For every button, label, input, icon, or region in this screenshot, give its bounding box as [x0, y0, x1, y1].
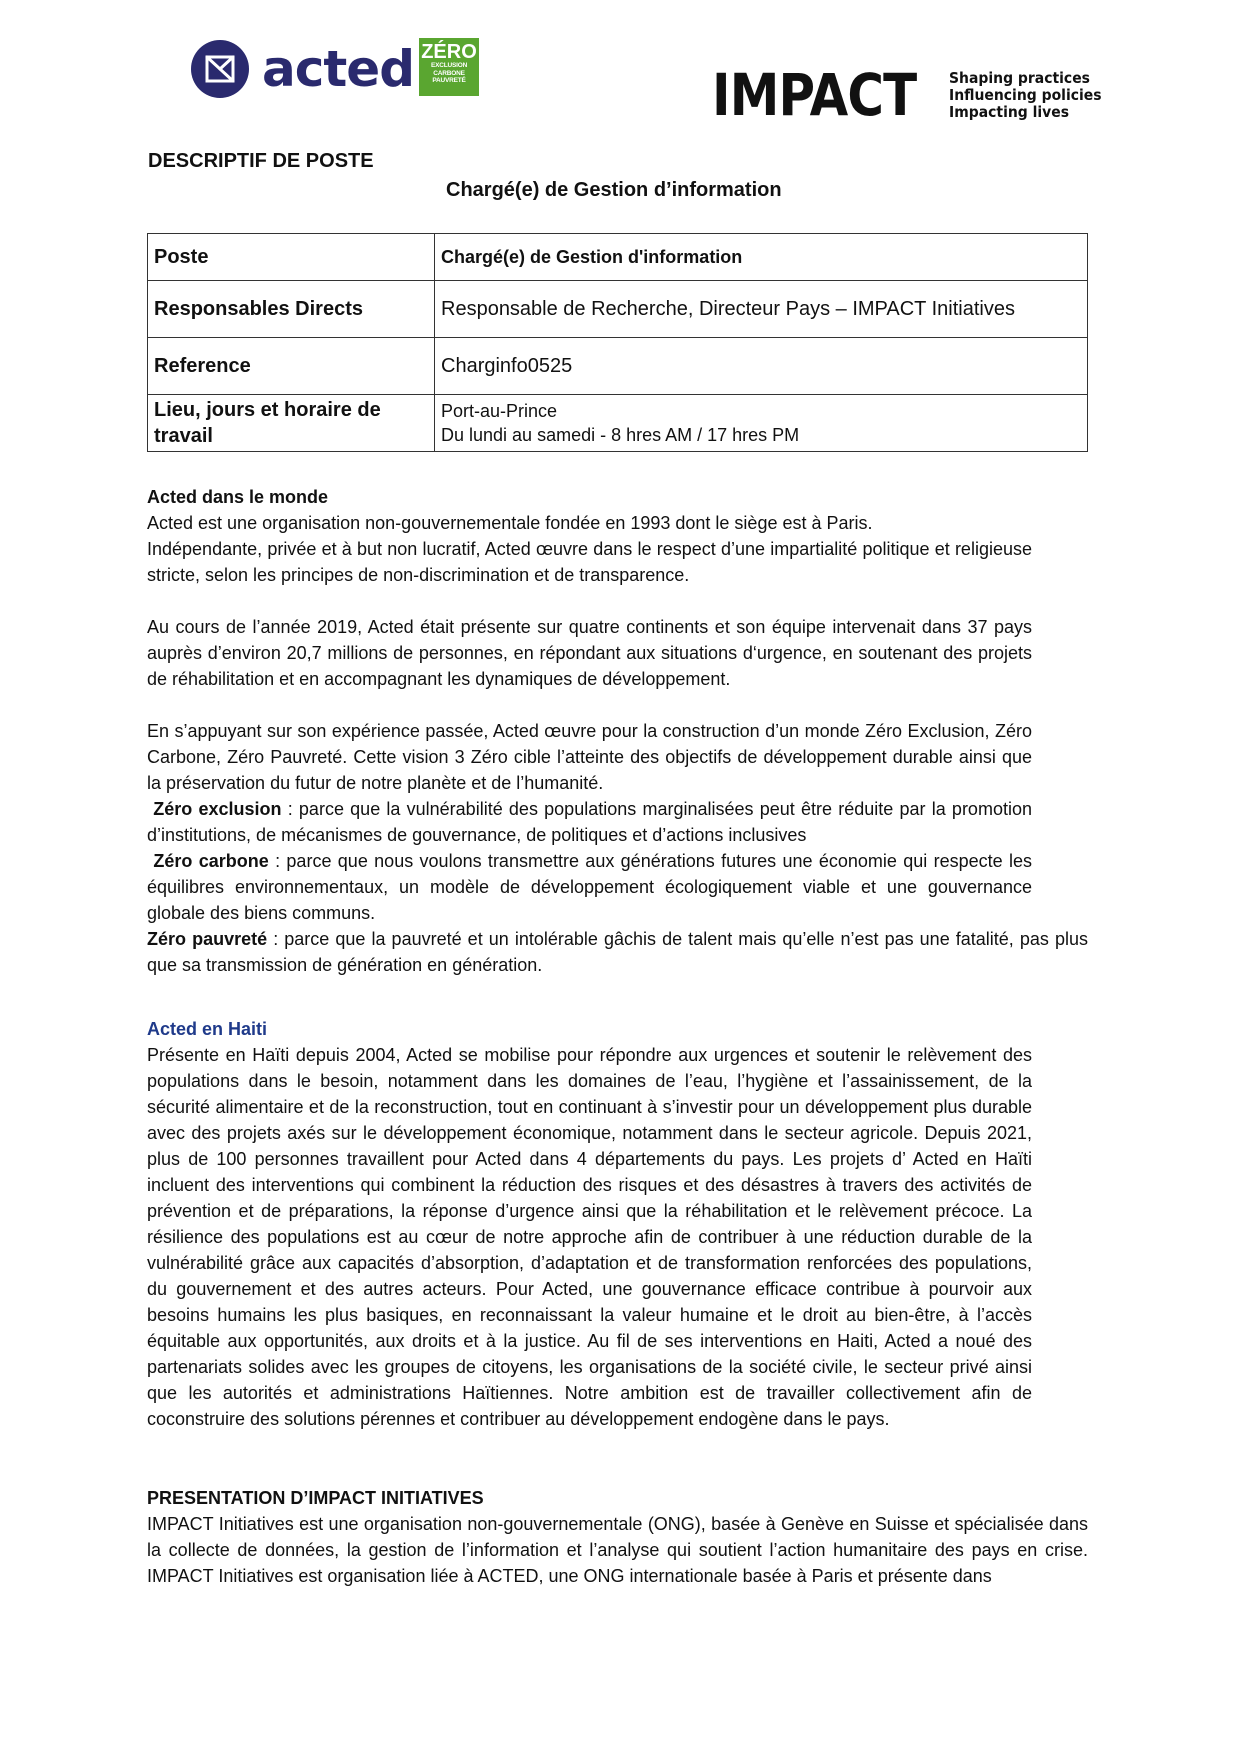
table-value-lieu: [435, 395, 1088, 452]
table-row: [148, 281, 1088, 338]
impact-tagline-line: Influencing policies: [949, 85, 1102, 104]
zero-exclusion-label: Zéro exclusion: [153, 799, 282, 819]
table-label-lieu: Lieu, jours et horaire de travail: [148, 395, 435, 452]
table-value-lieu-hours: Du lundi au samedi - 8 hres AM / 17 hres PM: [441, 425, 800, 445]
zero-logo: [419, 38, 479, 96]
zero-logo-title: ZÉRO: [421, 41, 477, 63]
document-title: Chargé(e) de Gestion d’information: [446, 179, 782, 201]
table-value-reference: Charginfo0525: [435, 338, 1088, 395]
job-info-table: [147, 233, 1088, 452]
paragraph: Indépendante, privée et à but non lucratif, Acted œuvre dans le respect d’une impartialité politique et religieuse stricte, selon les principes de non-discrimination et de transparence.: [147, 539, 1032, 585]
zero-pauvrete-text: : parce que la pauvreté et un intolérable gâchis de talent mais qu’elle n’est pas une fatalité, pas plus que sa transmission de génération en génération.: [147, 929, 1088, 975]
section-acted-monde: [147, 484, 1088, 978]
section-impact-initiatives: [147, 1485, 1088, 1589]
table-value-lieu-place: Port-au-Prince: [441, 401, 558, 421]
table-value-poste: Chargé(e) de Gestion d'information: [435, 234, 1088, 281]
zero-carbone-label: Zéro carbone: [153, 851, 269, 871]
document-type-heading: DESCRIPTIF DE POSTE: [148, 150, 374, 172]
paragraph: Présente en Haïti depuis 2004, Acted se mobilise pour répondre aux urgences et soutenir le relèvement des populations dans le besoin, notamment dans les domaines de l’eau, l’hygiène et l’assainissement, de la sécurité alimentaire et de la reconstruction, tout en continuant à s’investir pour un développement plus durable avec des projets axés sur le développement économique, notamment dans le secteur agricole. Depuis 2021, plus de 100 personnes travaillent pour Acted dans 4 départements du pays. Les projets d’ Acted en Haïti incluent des interventions qui combinent la réduction des risques et des désastres à travers des activités de prévention et de préparations, la réponse d’urgence ainsi que la réhabilitation et le relèvement précoce. La résilience des populations est au cœur de notre approche afin de contribuer à une réduction durable de la vulnérabilité grâce aux capacités d’absorption, d’adaptation et de transformation renforcées des populations, du gouvernement et des autres acteurs. Pour Acted, une gouvernance efficace contribue à pourvoir aux besoins humains les plus basiques, en reconnaissant la valeur humaine et le droit au bien-être, à l’accès équitable aux opportunités, aux droits et à la justice. Au fil de ses interventions en Haiti, Acted a noué des partenariats solides avec les groupes de citoyens, les organisations de la société civile, le secteur privé ainsi que les autorités et administrations Haïtiennes. Notre ambition est de travailler collectivement afin de coconstruire des solutions pérennes et contribuer au développement endogène dans le pays.: [147, 1045, 1032, 1429]
impact-tagline-line: Impacting lives: [949, 102, 1070, 121]
paragraph-zero-exclusion: [147, 796, 1032, 848]
zero-logo-line: EXCLUSION: [430, 62, 468, 69]
impact-wordmark: IMPACT: [712, 61, 917, 129]
acted-wordmark: acted: [262, 40, 414, 98]
impact-tagline: [949, 70, 1119, 121]
section-heading: Acted dans le monde: [147, 487, 329, 507]
paragraph-zero-pauvrete: [147, 926, 1088, 978]
section-heading: PRESENTATION D’IMPACT INITIATIVES: [147, 1488, 484, 1508]
impact-tagline-line: Shaping practices: [949, 68, 1090, 87]
table-label-reference: Reference: [148, 338, 435, 395]
zero-pauvrete-label: Zéro pauvreté: [147, 929, 268, 949]
impact-logo: [712, 61, 1119, 129]
table-value-responsables: Responsable de Recherche, Directeur Pays – IMPACT Initiatives: [435, 281, 1088, 338]
acted-globe-icon: [190, 39, 250, 99]
acted-logo: [190, 38, 414, 100]
paragraph: Acted est une organisation non-gouvernementale fondée en 1993 dont le siège est à Paris.: [147, 513, 873, 533]
table-row: [148, 395, 1088, 452]
zero-logo-line: CARBONE: [433, 69, 465, 77]
paragraph: Au cours de l’année 2019, Acted était présente sur quatre continents et son équipe intervenait dans 37 pays auprès d’environ 20,7 millions de personnes, en répondant aux situations d‘urgence, en soutenant des projets de réhabilitation et en accompagnant les dynamiques de développement.: [147, 617, 1032, 689]
paragraph: En s’appuyant sur son expérience passée, Acted œuvre pour la construction d’un monde Zéro Exclusion, Zéro Carbone, Zéro Pauvreté. Cette vision 3 Zéro cible l’atteinte des objectifs de développement durable ainsi que la préservation du futur de notre planète et de l’humanité.: [147, 721, 1032, 793]
zero-logo-line: PAUVRETÉ: [432, 77, 466, 84]
table-row: [148, 234, 1088, 281]
paragraph-zero-carbone: [147, 848, 1032, 926]
section-acted-haiti: [147, 1016, 1032, 1432]
table-label-responsables: Responsables Directs: [148, 281, 435, 338]
paragraph: IMPACT Initiatives est une organisation non-gouvernementale (ONG), basée à Genève en Suisse et spécialisée dans la collecte de données, la gestion de l’information et l’analyse qui soutient l’action humanitaire des pays en crise. IMPACT Initiatives est organisation liée à ACTED, une ONG internationale basée à Paris et présente dans: [147, 1514, 1088, 1586]
zero-carbone-text: : parce que nous voulons transmettre aux générations futures une économie qui respecte les équilibres environnementaux, un modèle de développement écologiquement viable et une gouvernance globale des biens communs.: [147, 851, 1032, 923]
zero-exclusion-text: : parce que la vulnérabilité des populations marginalisées peut être réduite par la promotion d’institutions, de mécanismes de gouvernance, de politiques et d’actions inclusives: [147, 799, 1032, 845]
table-label-poste: Poste: [148, 234, 435, 281]
section-heading: Acted en Haiti: [147, 1019, 268, 1039]
table-row: [148, 338, 1088, 395]
